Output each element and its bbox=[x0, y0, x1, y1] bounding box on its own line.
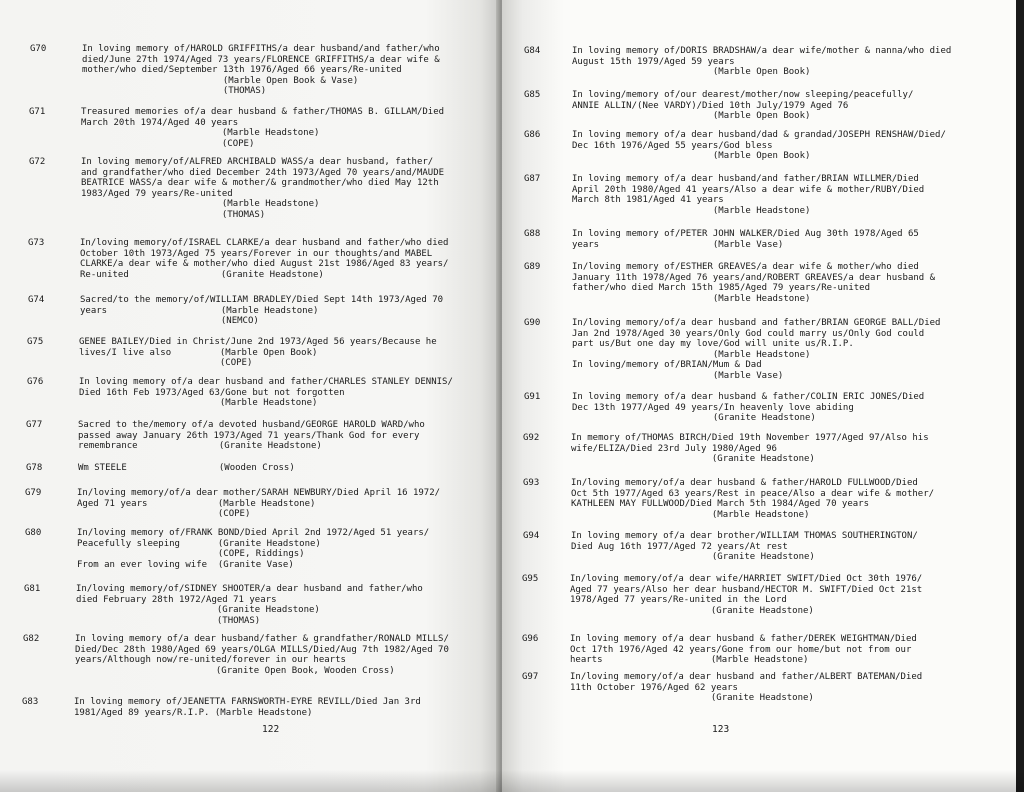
inscription-line: Dec 13th 1977/Aged 49 years/In heavenly love abiding bbox=[572, 402, 854, 413]
entry-id: G92 bbox=[523, 433, 540, 443]
inscription-line: In/loving memory/of/a dear wife/HARRIET SWIFT/Died Oct 30th 1976/ bbox=[570, 574, 923, 584]
inscription-line: (Marble Open Book & Vase) bbox=[82, 75, 359, 86]
entry-id: G95 bbox=[522, 574, 539, 584]
inscription-line: In loving memory of/PETER JOHN WALKER/Died Aug 30th 1978/Aged 65 bbox=[572, 229, 919, 239]
inscription-line: (Granite Headstone) bbox=[570, 693, 814, 704]
inscription-line: (Granite Headstone) bbox=[570, 605, 814, 616]
entry-id: G96 bbox=[522, 634, 539, 644]
inscription-line: In/loving memory/of/ISRAEL CLARKE/a dear husband and father/who died bbox=[80, 238, 449, 248]
inscription-line: years/Although now/re-united/forever in our hearts bbox=[75, 655, 346, 666]
entry-id: G77 bbox=[26, 420, 43, 430]
inscription-line: In loving/memory of/BRIAN/Mum & Dad bbox=[572, 360, 762, 371]
entry-id: G81 bbox=[24, 584, 41, 594]
inscription-line: father/who died March 15th 1985/Aged 79 years/Re-united bbox=[572, 283, 871, 294]
inscription-line: 1983/Aged 79 years/Re-united bbox=[81, 188, 233, 199]
entry-id: G70 bbox=[30, 44, 47, 54]
inscription-line: In loving memory of/a dear husband and father/CHARLES STANLEY DENNIS/ bbox=[79, 377, 453, 387]
entry-id: G75 bbox=[27, 337, 44, 347]
inscription-line: 11th October 1976/Aged 62 years bbox=[570, 682, 738, 693]
entry-id: G78 bbox=[26, 463, 43, 473]
inscription-line: (COPE) bbox=[81, 138, 255, 149]
inscription-line: wife/ELIZA/Died 23rd July 1980/Aged 96 bbox=[571, 443, 777, 454]
inscription-line: (COPE, Riddings) bbox=[77, 549, 305, 560]
inscription-line: (Marble Headstone) bbox=[572, 349, 811, 360]
entry-id: G71 bbox=[29, 107, 46, 117]
entry-id: G84 bbox=[524, 46, 541, 56]
entry-id: G94 bbox=[523, 531, 540, 541]
inscription-line: (Granite Headstone) bbox=[571, 552, 815, 563]
inscription-line: (Granite Headstone) bbox=[571, 454, 815, 465]
entry-id: G89 bbox=[524, 262, 541, 272]
inscription-line: October 10th 1973/Aged 75 years/Forever in our thoughts/and MABEL bbox=[80, 248, 433, 259]
right-page bbox=[502, 0, 1022, 792]
inscription-line: hearts (Marble Headstone) bbox=[570, 655, 809, 666]
inscription-line: (Granite Open Book, Wooden Cross) bbox=[75, 665, 395, 676]
inscription-line: Wm STEELE (Wooden Cross) bbox=[78, 463, 295, 473]
inscription-line: January 11th 1978/Aged 76 years/and/ROBERT GREAVES/a dear husband & bbox=[572, 272, 936, 283]
inscription-line: ANNIE ALLIN/(Nee VARDY)/Died 10th July/1979 Aged 76 bbox=[572, 100, 849, 111]
inscription-line: In memory of/THOMAS BIRCH/Died 19th November 1977/Aged 97/Also his bbox=[571, 433, 929, 443]
inscription-line: In/loving memory/of/a dear husband & father/HAROLD FULLWOOD/Died bbox=[571, 478, 918, 488]
entry-id: G87 bbox=[524, 174, 541, 184]
inscription-line: Oct 17th 1976/Aged 42 years/Gone from our home/but not from our bbox=[570, 644, 912, 655]
entry-id: G97 bbox=[522, 672, 539, 682]
inscription-line: remembrance (Granite Headstone) bbox=[78, 441, 322, 452]
inscription-line: Aged 71 years (Marble Headstone) bbox=[77, 498, 316, 509]
inscription-line: In loving memory of/a dear husband/and father/BRIAN WILLMER/Died bbox=[572, 174, 919, 184]
entry-id: G83 bbox=[22, 697, 39, 707]
entry-id: G88 bbox=[524, 229, 541, 239]
inscription-line: In loving/memory of/our dearest/mother/now sleeping/peacefully/ bbox=[572, 90, 914, 100]
inscription-line: April 20th 1980/Aged 41 years/Also a dear wife & mother/RUBY/Died bbox=[572, 184, 925, 195]
inscription-line: In/loving memory/of/SIDNEY SHOOTER/a dear husband and father/who bbox=[76, 584, 423, 594]
inscription-line: Sacred/to the memory/of/WILLIAM BRADLEY/Died Sept 14th 1973/Aged 70 bbox=[80, 295, 444, 305]
inscription-line: In loving memory of/a dear husband & father/DEREK WEIGHTMAN/Died bbox=[570, 634, 917, 644]
inscription-line: (COPE) bbox=[77, 509, 251, 520]
inscription-line: years (Marble Vase) bbox=[572, 239, 784, 250]
inscription-line: In/loving memory/of/a dear mother/SARAH NEWBURY/Died April 16 1972/ bbox=[77, 488, 441, 498]
inscription-line: Died 16th Feb 1973/Aged 63/Gone but not forgotten bbox=[79, 387, 345, 398]
inscription-line: In loving memory of/a dear husband/father & grandfather/RONALD MILLS/ bbox=[75, 634, 449, 644]
page-edge-shadow bbox=[1016, 0, 1024, 792]
inscription-line: August 15th 1979/Aged 59 years bbox=[572, 56, 735, 67]
inscription-line: (Marble Open Book) bbox=[572, 111, 811, 122]
inscription-line: (Marble Headstone) bbox=[81, 128, 320, 139]
inscription-line: died February 28th 1972/Aged 71 years bbox=[76, 594, 277, 605]
inscription-line: (Marble Open Book) bbox=[572, 67, 811, 78]
inscription-line: In loving memory/of/ALFRED ARCHIBALD WASS/a dear husband, father/ bbox=[81, 157, 434, 167]
entry-id: G72 bbox=[29, 157, 46, 167]
entry-id: G82 bbox=[23, 634, 40, 644]
inscription-line: (THOMAS) bbox=[81, 210, 266, 220]
inscription-line: Jan 2nd 1978/Aged 30 years/Only God could marry us/Only God could bbox=[572, 328, 925, 339]
inscription-line: Aged 77 years/Also her dear husband/HECTOR M. SWIFT/Died Oct 21st bbox=[570, 584, 923, 595]
bottom-shadow bbox=[0, 770, 1024, 792]
page-number: 122 bbox=[262, 724, 280, 735]
inscription-line: In loving memory of/DORIS BRADSHAW/a dear wife/mother & nanna/who died bbox=[572, 46, 952, 56]
entry-id: G73 bbox=[28, 238, 45, 248]
inscription-line: March 20th 1974/Aged 40 years bbox=[81, 117, 239, 128]
inscription-line: Died/Dec 28th 1980/Aged 69 years/OLGA MILLS/Died/Aug 7th 1982/Aged 70 bbox=[75, 644, 449, 655]
inscription-line: Treasured memories of/a dear husband & father/THOMAS B. GILLAM/Died bbox=[81, 107, 445, 117]
inscription-line: 1981/Aged 89 years/R.I.P. (Marble Headstone) bbox=[74, 707, 313, 718]
inscription-line: (Marble Open Book) bbox=[572, 151, 811, 162]
inscription-line: In loving memory of/a dear husband & father/COLIN ERIC JONES/Died bbox=[572, 392, 925, 402]
entry-id: G90 bbox=[524, 318, 541, 328]
inscription-line: March 8th 1981/Aged 41 years bbox=[572, 195, 724, 206]
inscription-line: (Marble Headstone) bbox=[571, 509, 810, 520]
inscription-line: In loving memory of/HAROLD GRIFFITHS/a dear husband/and father/who bbox=[82, 44, 440, 54]
inscription-line: In/loving memory/of/a dear husband and father/BRIAN GEORGE BALL/Died bbox=[572, 318, 941, 328]
inscription-line: (Marble Vase) bbox=[572, 371, 784, 381]
entry-id: G74 bbox=[28, 295, 45, 305]
inscription-line: In loving memory of/a dear brother/WILLIAM THOMAS SOUTHERINGTON/ bbox=[571, 531, 918, 541]
inscription-line: (Marble Headstone) bbox=[572, 293, 811, 304]
inscription-line: 1978/Aged 77 years/Re-united in the Lord bbox=[570, 595, 787, 606]
inscription-line: BEATRICE WASS/a dear wife & mother/& grandmother/who died May 12th bbox=[81, 178, 439, 189]
inscription-line: (THOMAS) bbox=[76, 615, 261, 626]
inscription-line: From an ever loving wife (Granite Vase) bbox=[77, 559, 294, 570]
inscription-line: In/loving memory of/FRANK BOND/Died April 2nd 1972/Aged 51 years/ bbox=[77, 528, 430, 538]
inscription-line: and grandfather/who died December 24th 1973/Aged 70 years/and/MAUDE bbox=[81, 167, 445, 178]
entry-id: G76 bbox=[27, 377, 44, 387]
inscription-line: (Granite Headstone) bbox=[572, 413, 816, 424]
left-page bbox=[0, 0, 500, 792]
inscription-line: (THOMAS) bbox=[82, 86, 267, 97]
inscription-line: In loving memory of/a dear husband/dad & grandad/JOSEPH RENSHAW/Died/ bbox=[572, 130, 946, 140]
inscription-line: lives/I live also (Marble Open Book) bbox=[79, 347, 318, 358]
inscription-line: In/loving memory of/ESTHER GREAVES/a dear wife & mother/who died bbox=[572, 262, 919, 272]
inscription-line: Dec 16th 1976/Aged 55 years/God bless bbox=[572, 140, 773, 151]
inscription-line: Re-united (Granite Headstone) bbox=[80, 269, 324, 280]
inscription-line: mother/who died/September 13th 1976/Aged 66 years/Re-united bbox=[82, 65, 402, 76]
entry-id: G85 bbox=[524, 90, 541, 100]
page-number: 123 bbox=[712, 724, 730, 735]
inscription-line: years (Marble Headstone) bbox=[80, 305, 319, 316]
inscription-line: CLARKE/a dear wife & mother/who died August 21st 1986/Aged 83 years/ bbox=[80, 259, 449, 270]
entry-id: G79 bbox=[25, 488, 42, 498]
inscription-line: KATHLEEN MAY FULLWOOD/Died March 5th 1984/Aged 70 years bbox=[571, 499, 870, 510]
inscription-line: passed away January 26th 1973/Aged 71 years/Thank God for every bbox=[78, 430, 420, 441]
inscription-line: (COPE) bbox=[79, 358, 253, 369]
inscription-line: Oct 5th 1977/Aged 63 years/Rest in peace/Also a dear wife & mother/ bbox=[571, 488, 935, 499]
inscription-line: (Marble Headstone) bbox=[572, 205, 811, 216]
inscription-line: Sacred to the/memory of/a devoted husband/GEORGE HAROLD WARD/who bbox=[78, 420, 425, 430]
inscription-line: (Granite Headstone) bbox=[76, 605, 320, 616]
entry-id: G91 bbox=[524, 392, 541, 402]
inscription-line: Died Aug 16th 1977/Aged 72 years/At rest bbox=[571, 541, 788, 552]
entry-id: G93 bbox=[523, 478, 540, 488]
inscription-line: (NEMCO) bbox=[80, 316, 259, 327]
entry-id: G86 bbox=[524, 130, 541, 140]
inscription-line: In loving memory of/JEANETTA FARNSWORTH-EYRE REVILL/Died Jan 3rd bbox=[74, 697, 421, 707]
inscription-line: In/loving memory/of/a dear husband and father/ALBERT BATEMAN/Died bbox=[570, 672, 923, 682]
inscription-line: (Marble Headstone) bbox=[79, 398, 318, 409]
inscription-line: (Marble Headstone) bbox=[81, 199, 320, 210]
inscription-line: Peacefully sleeping (Granite Headstone) bbox=[77, 538, 321, 549]
inscription-line: GENEE BAILEY/Died in Christ/June 2nd 1973/Aged 56 years/Because he bbox=[79, 337, 437, 347]
inscription-line: died/June 27th 1974/Aged 73 years/FLORENCE GRIFFITHS/a dear wife & bbox=[82, 54, 440, 65]
entry-id: G80 bbox=[25, 528, 42, 538]
inscription-line: part us/But one day my love/God will unite us/R.I.P. bbox=[572, 339, 854, 350]
